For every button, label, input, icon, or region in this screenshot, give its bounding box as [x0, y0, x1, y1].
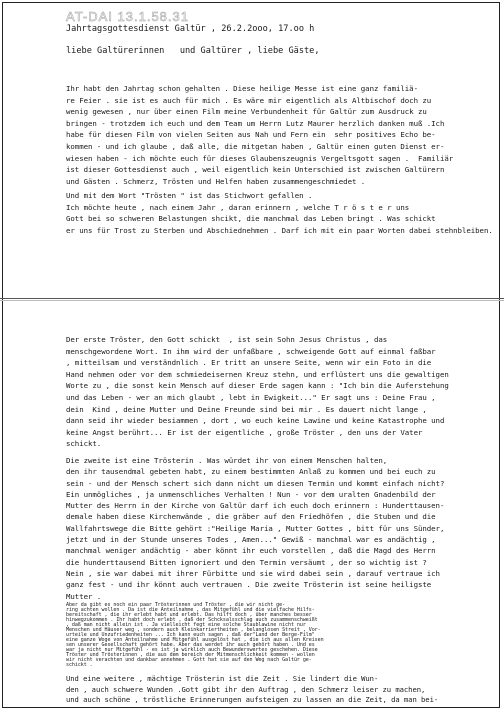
p4-line: die hunderttausend Bitten ignoriert und den Termin versäumt , der so wichtig ist ?	[66, 557, 427, 567]
p4-line: demale haben diese Kirchenwände , die gräber auf den Friedhöfen , die Stuben und die	[66, 512, 436, 522]
p5-line: , daß man nicht allein ist . Ja vielleicht fegt eine solche Staublawine nicht nur	[66, 622, 306, 628]
p3-line: dann seid ihr wieder besiammen , dort , wo euch keine Lawine und keine Katastrophe und	[66, 416, 445, 426]
p1-line: wenig gewesen , nur über einen Film meine Verbundenheit für Galtür zum Ausdruck zu	[66, 107, 427, 117]
paragraph-6	[66, 674, 438, 706]
p4-line: sein - und der Mensch schert sich dann nicht um diesen Termin und kommt einfach nicht?	[66, 478, 445, 488]
p4-line: Nein , sie war dabei mit ihrer Fürbitte und sie wird dabei sein , darauf vertraue ich	[66, 568, 440, 578]
p5-line: war ja nicht nur Mitgefühl - es ist ja wirklich auch Bewunderswertes geschehen. Diese	[66, 647, 318, 653]
p2-line: Gott bei so schweren Belastungen shcikt, die manchmal das Leben bringt . Was schickt	[66, 214, 436, 224]
p4-line: jetzt und in der Stunde unseres Todes , Amen..." Gewiß - manchmal war es andächtig ,	[66, 535, 436, 545]
p3-line: Worte zu , die sonst kein Mensch auf dieser Erde sagen kann : "Ich bin die Auferstehung	[66, 381, 449, 391]
paragraph-2	[66, 190, 493, 236]
document-header: Jahrtagsgottesdienst Galtür , 26.2.2ooo, 17.oo h	[66, 24, 315, 34]
p1-line: bringen - trotzdem ich euch und dem Team um Herrn Lutz Maurer herzlich danken muß .Ich	[66, 118, 445, 128]
p4-line: Mutter des Herrn in der Kirche von Galtür darf ich euch doch erinnern : Hunderttausen-	[66, 501, 445, 511]
p2-line: Und mit dem Wort "Trösten " ist das Stichwort gefallen .	[66, 191, 313, 200]
p4-line: Wallfahrtswege die Bitte gehört :"Heilige Maria , Mutter Gottes , bitt für uns Sünder,	[66, 523, 445, 533]
p5-line: schickt .	[66, 662, 93, 668]
p1-line: Ihr habt den Jahrtag schon gehalten . Diese heilige Messe ist eine ganz familiä-	[66, 84, 418, 93]
p5-line: Menschen und Häuser weg , sondern auch Kleinkarriertheiten , belanglosen Streit , Vor-	[66, 627, 321, 633]
p6-line: den , auch schwere Wunden .Gott gibt ihr den Auftrag , den Schmerz leiser zu machen,	[66, 684, 426, 694]
p4-line: manchmal weniger andächtig - aber könnt ihr euch vorstellen , daß die Magd des Herrn	[66, 546, 436, 556]
p5-line: eine ganze Woge von Anteilnahme und Mitgefühl ausgelöst hat , die ich aus allen Kreisen	[66, 637, 324, 643]
p5-line: ring achten wollen . Da ist die Anteilnahme , das Mitgefühl und die vielfache Hilfs-	[66, 607, 315, 613]
paragraph-5	[66, 603, 324, 668]
paragraph-1	[66, 83, 453, 187]
p5-line: Aber da gibt es noch ein paar Trösterinnen und Tröster , die wir nicht ge-	[66, 602, 286, 608]
p4-line: Die zweite ist eine Trösterin . Was würdet ihr von einem Menschen halten,	[66, 456, 388, 465]
p3-line: , mitteilsam und verständnlich . Er tritt an unsere Seite, wenn wir ein Foto in die	[66, 358, 432, 368]
p5-line: urteile und Unzufriedenheiten ... Ich kann euch sagen , daß der"Land der Berge-Film"	[66, 632, 315, 638]
p1-line: habe für diesen Film von vielen Seiten aus Nah und Fern ein sehr positives Echo be-	[66, 130, 436, 140]
p6-line: Und eine weitere , mächtige Trösterin ist die Zeit . Sie lindert die Wun-	[66, 674, 379, 683]
p2-line: Ich möchte heute , nach einem Jahr , daran erinnern , welche T r ö s t e r uns	[66, 202, 410, 212]
page-separator	[0, 298, 504, 299]
p5-line: wir nicht verachten und dankbar annehmen . Gott hat sie auf den Weg nach Galtür ge-	[66, 657, 312, 663]
p6-line: und auch schöne , tröstliche Erinnerungen aufsteigen zu lassen an die Zeit, da man bei-	[66, 695, 439, 704]
p3-line: Der erste Tröster, den Gott schickt , ist sein Sohn Jesus Christus , das	[66, 335, 388, 344]
p1-line: ist dieser Gottesdienst auch , weil eigentlich kein Unterschied ist zwischen Galtürern	[66, 165, 445, 175]
p4-line: Ein unmögliches , ja unmenschliches Verhalten ! Nun - vor dem uralten Gnadenbild der	[66, 489, 436, 499]
paragraph-3	[66, 334, 449, 450]
p1-line: wiesen haben - ich möchte euch für dieses Glaubenszeugnis Vergeltsgott sagen . Familiär	[66, 153, 454, 163]
p4-line: Mutter .	[66, 591, 102, 601]
p3-line: schickt.	[66, 439, 102, 449]
p3-line: und das Leben - wer an mich glaubt , lebt in Ewigkeit..." Er sagt uns : Deine Frau ,	[66, 392, 436, 402]
salutation: liebe Galtürerinnen und Galtürer , liebe Gäste,	[66, 46, 320, 56]
page-separator-shadow	[0, 300, 504, 301]
p4-line: den ihr tausendmal gebeten habt, zu einem bestimmten Anlaß zu kommen und bei euch zu	[66, 467, 436, 477]
p5-line: bereitschaft , die ihr erlebt habt und erlebt. Das hilft doch , über manches besser	[66, 612, 312, 618]
p5-line: Tröster und Trösterinnen , die aus dem bereich der Mitmenschlichkeit kommen - wollen	[66, 652, 315, 658]
p5-line: sen unserer Gesellschaft gehört habe. Aber das werdet ihr auch gehört haben . Und es	[66, 642, 315, 648]
p5-line: hinwegzukommen . Ihr habt doch erlebt , daß der Schcksalsschlag auch zusammenschweißt	[66, 617, 318, 623]
p1-line: re Feier . sie ist es auch für mich . Es wäre mir eigentlich als Altbischof doch zu	[66, 95, 432, 105]
p1-line: kommen - und ich glaube , daß alle, die mitgetan haben , Galtür einen guten Dienst er-	[66, 141, 445, 151]
p3-line: keine Angst berührt... Er ist der eigentliche , große Tröster , den uns der Vater	[66, 427, 423, 437]
paragraph-4	[66, 455, 444, 602]
p3-line: dein Kind , deine Mutter und Deine Freunde sind bei mir . Es dauert nicht lange ,	[66, 404, 427, 414]
p3-line: menschgewordene Wort. In ihm wird der unfaßbare , schweigende Gott auf einmal faßbar	[66, 346, 436, 356]
p4-line: ganz fest - und ihr könnt auch vertrauen . Die zweite Trösterin ist seine heiligste	[66, 580, 432, 590]
p3-line: Hand nehmen oder vor dem schmiedeisernen Kreuz stehn, und erflüstert uns die gewaltigen	[66, 369, 449, 379]
archive-stamp: AT-DAI 13.1.58.31	[66, 9, 189, 24]
p2-line: er uns für Trost zu Sterben und Abschiednehmen . Darf ich mit ein paar Worten dabei stehnbleiben.	[66, 225, 493, 235]
p1-line: und Gästen . Schmerz, Trösten und Helfen haben zusammengeschmiedet .	[66, 176, 366, 186]
